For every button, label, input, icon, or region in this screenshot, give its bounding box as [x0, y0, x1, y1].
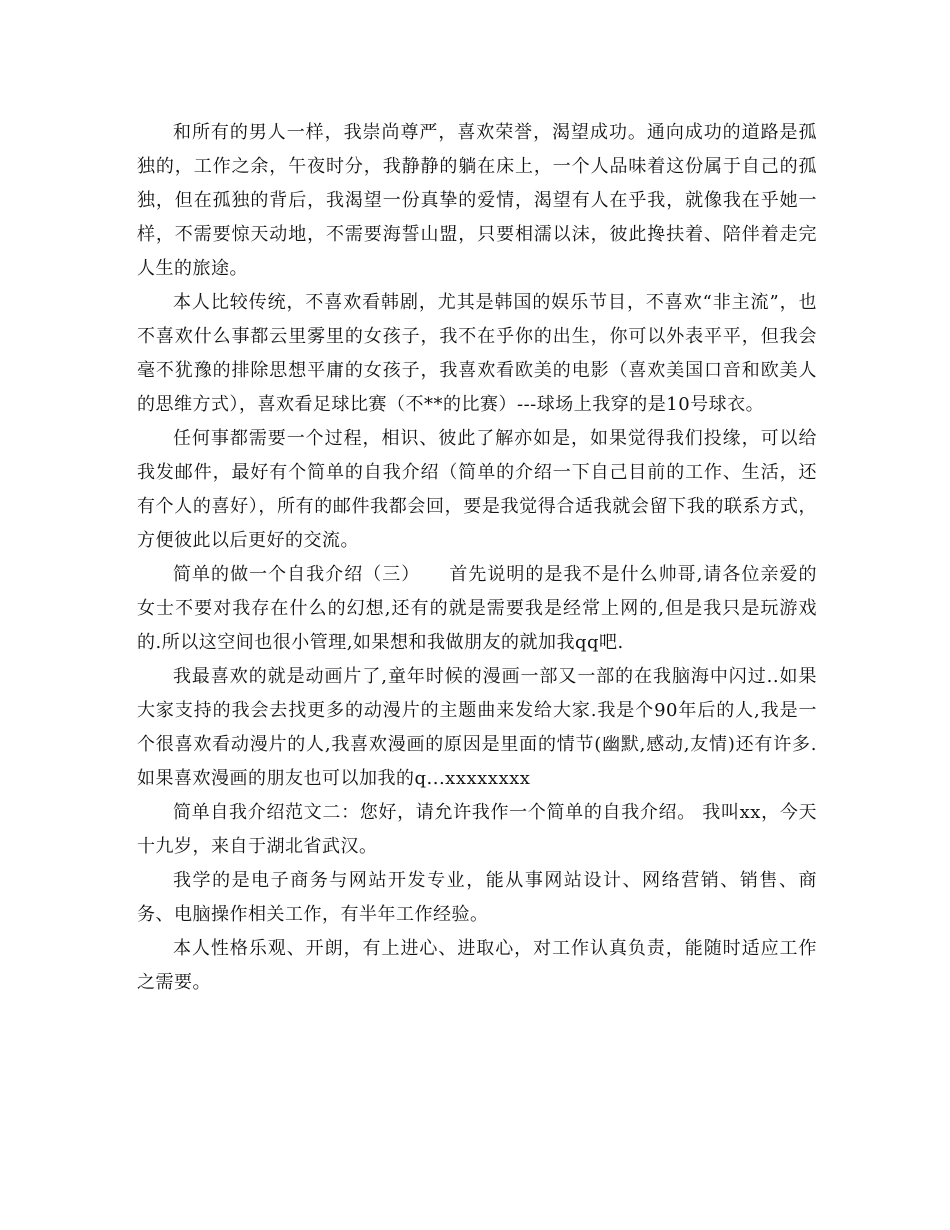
paragraph: 简单的做一个自我介绍（三） 首先说明的是我不是什么帅哥,请各位亲爱的女士不要对我存在什么的幻想,还有的就是需要我是经常上网的,但是我只是玩游戏的.所以这空间也很小管理,如果想和我做朋友的就加我qq吧. — [137, 564, 817, 653]
document-body — [137, 116, 817, 1000]
paragraph: 和所有的男人一样，我崇尚尊严，喜欢荣誉，渴望成功。通向成功的道路是孤独的，工作之余，午夜时分，我静静的躺在床上，一个人品味着这份属于自己的孤独，但在孤独的背后，我渴望一份真挚的爱情，渴望有人在乎我，就像我在乎她一样，不需要惊天动地，不需要海誓山盟，只要相濡以沫，彼此搀扶着、陪伴着走完人生的旅途。 — [137, 122, 817, 279]
paragraph: 任何事都需要一个过程，相识、彼此了解亦如是，如果觉得我们投缘，可以给我发邮件，最好有个简单的自我介绍（简单的介绍一下自己目前的工作、生活，还有个人的喜好），所有的邮件我都会回，要是我觉得合适我就会留下我的联系方式，方便彼此以后更好的交流。 — [137, 428, 817, 551]
paragraph: 本人比较传统，不喜欢看韩剧，尤其是韩国的娱乐节目，不喜欢“非主流”，也不喜欢什么事都云里雾里的女孩子，我不在乎你的出生，你可以外表平平，但我会毫不犹豫的排除思想平庸的女孩子，我喜欢看欧美的电影（喜欢美国口音和欧美人的思维方式），喜欢看足球比赛（不**的比赛）---球场上我穿的是10号球衣。 — [137, 292, 817, 415]
paragraph: 我最喜欢的就是动画片了,童年时候的漫画一部又一部的在我脑海中闪过..如果大家支持的我会去找更多的动漫片的主题曲来发给大家.我是个90年后的人,我是一个很喜欢看动漫片的人,我喜欢漫画的原因是里面的情节(幽默,感动,友情)还有许多.如果喜欢漫画的朋友也可以加我的q...xxxxxxxx — [137, 666, 817, 789]
paragraph: 我学的是电子商务与网站开发专业，能从事网站设计、网络营销、销售、商务、电脑操作相关工作，有半年工作经验。 — [137, 870, 817, 925]
paragraph: 简单自我介绍范文二：您好，请允许我作一个简单的自我介绍。 我叫xx，今天十九岁，来自于湖北省武汉。 — [137, 802, 817, 857]
paragraph: 本人性格乐观、开朗，有上进心、进取心，对工作认真负责，能随时适应工作之需要。 — [137, 938, 817, 993]
